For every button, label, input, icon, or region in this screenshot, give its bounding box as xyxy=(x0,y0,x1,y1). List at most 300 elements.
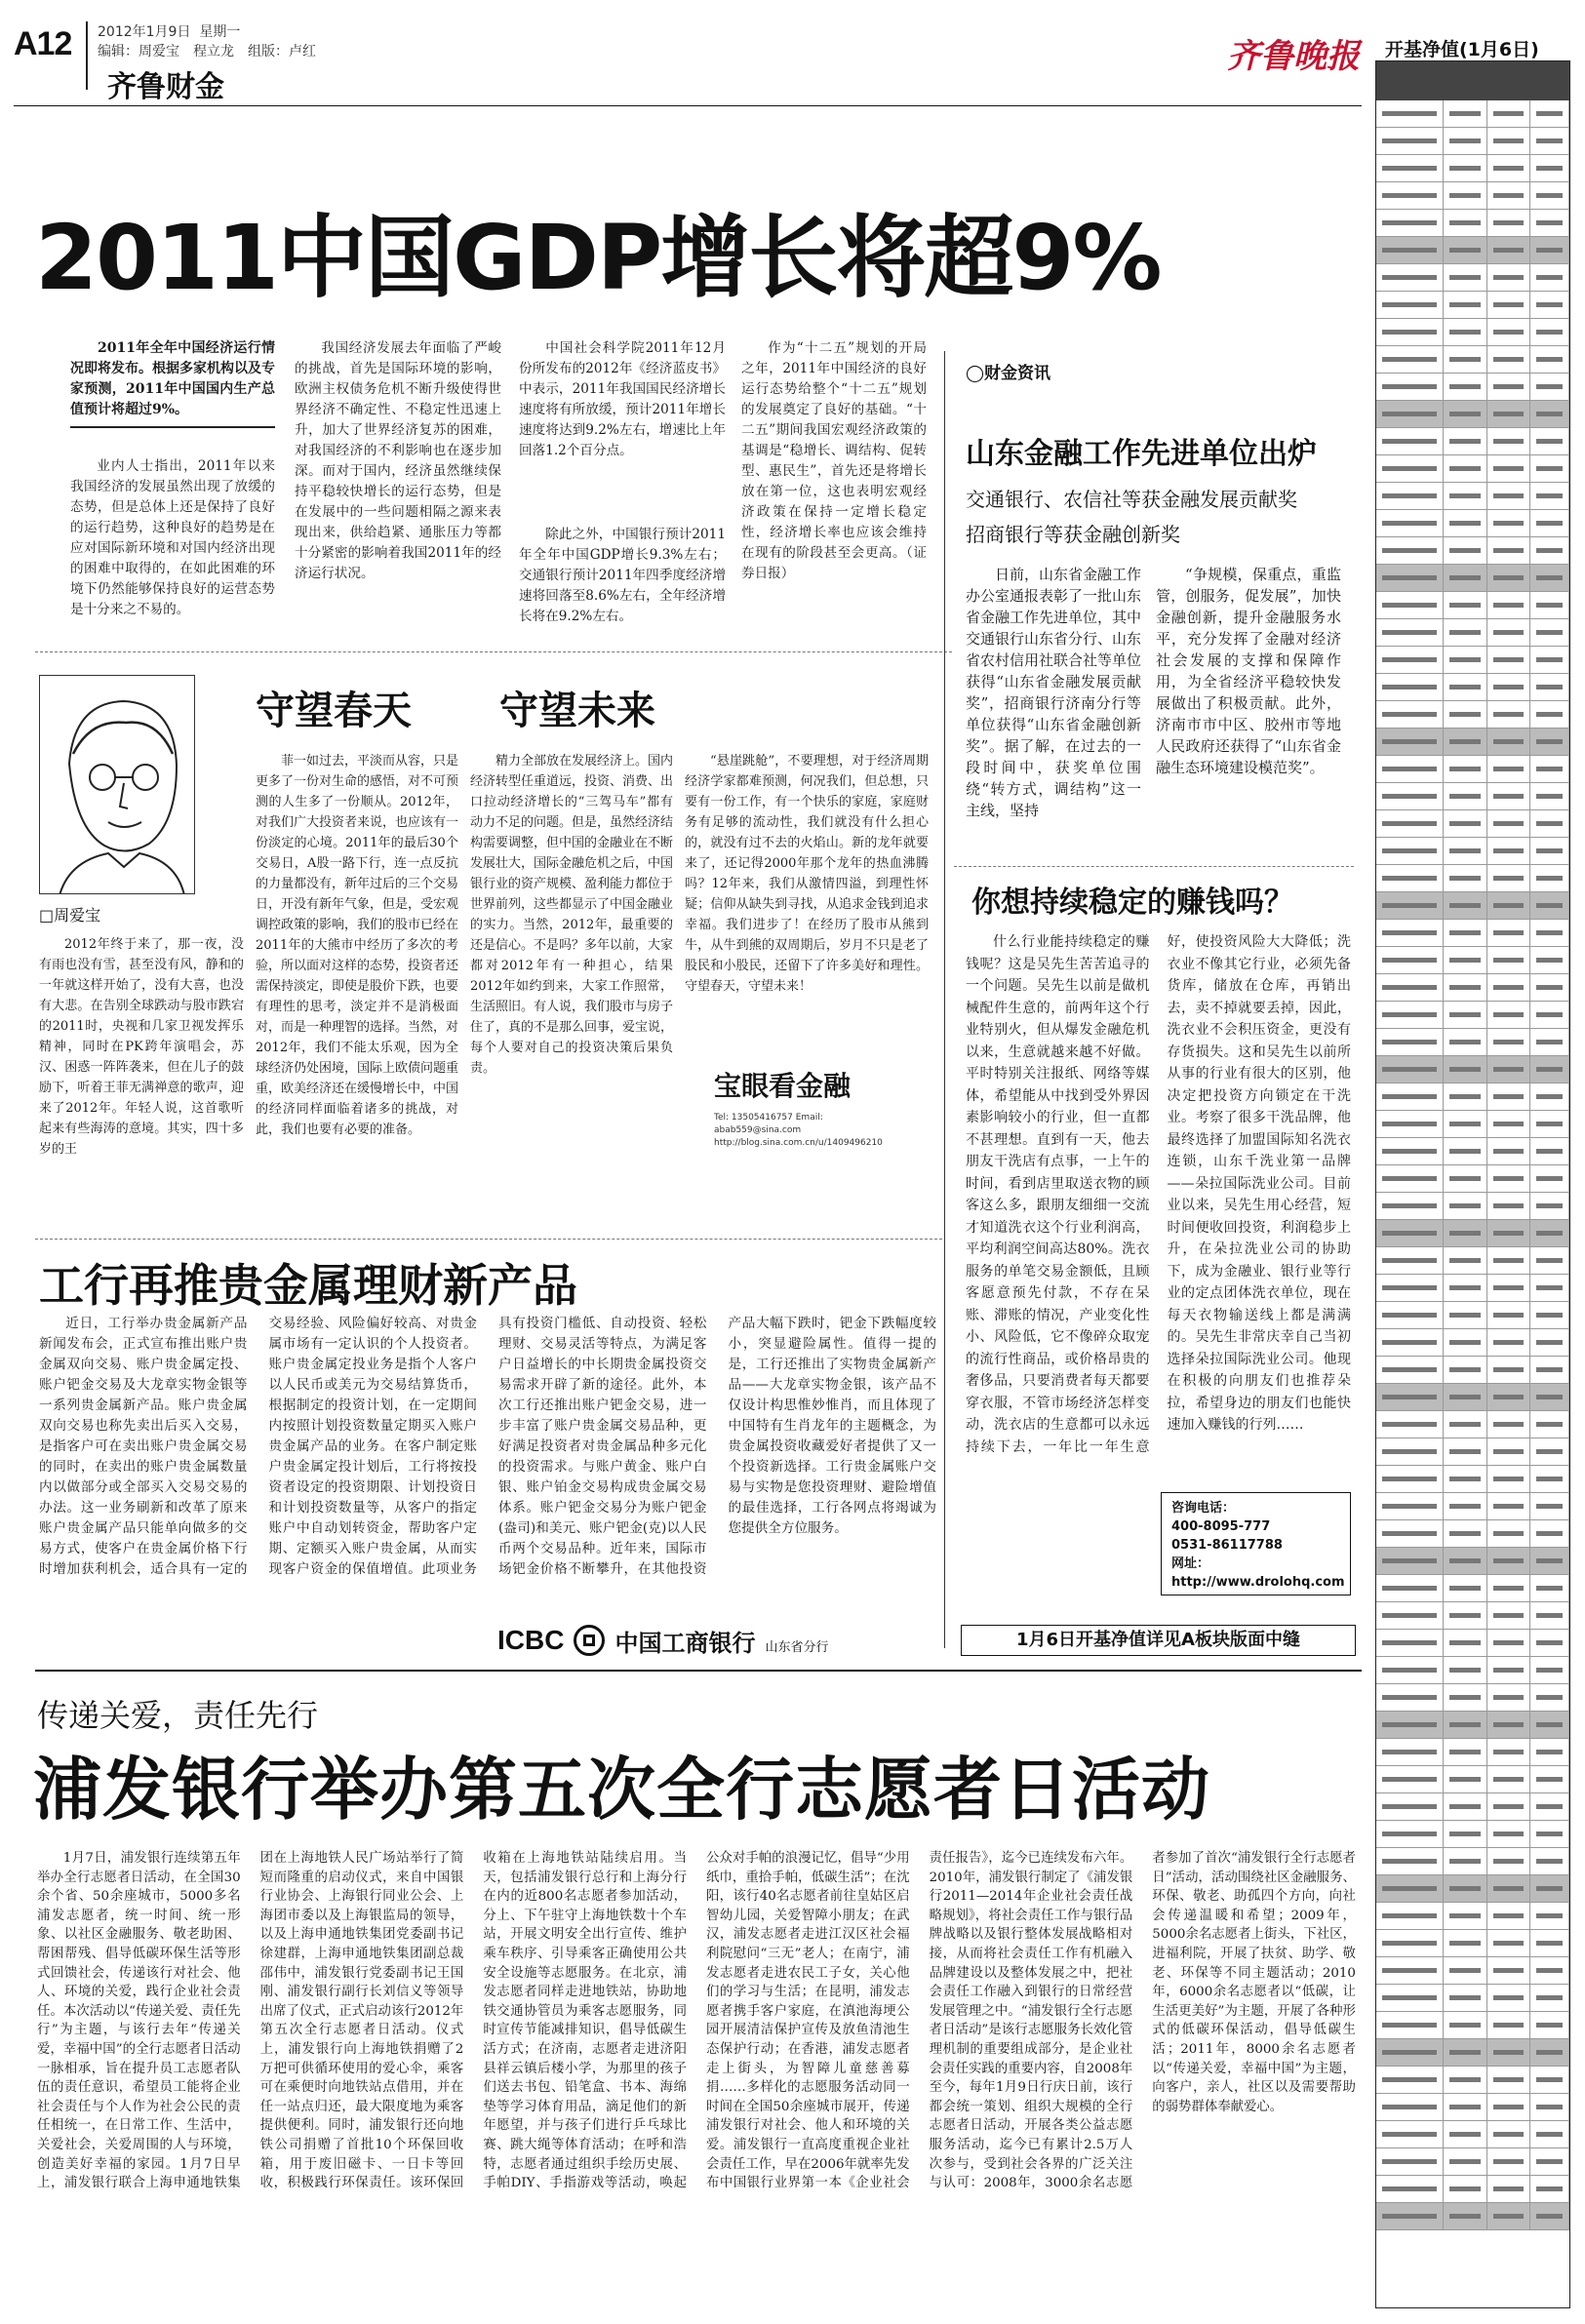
nav-table-cell xyxy=(1487,920,1531,946)
nav-table-cell xyxy=(1376,537,1444,564)
nav-table-cell xyxy=(1530,1903,1569,1929)
column-title-2: 守望未来 xyxy=(499,688,655,733)
contact-web[interactable]: http://www.drolohq.com xyxy=(1171,1575,1345,1590)
nav-table-row xyxy=(1376,1957,1569,1985)
nav-table-row xyxy=(1376,1739,1569,1766)
nav-table-row xyxy=(1376,2121,1569,2148)
nav-table-cell xyxy=(1530,319,1569,345)
nav-table-row xyxy=(1376,2148,1569,2176)
nav-table-cell xyxy=(1487,838,1531,864)
finance-news-title: 山东金融工作先进单位出炉 xyxy=(966,437,1317,471)
nav-table-cell xyxy=(1487,2203,1531,2229)
nav-table-row xyxy=(1376,1848,1569,1875)
nav-table-cell xyxy=(1530,1357,1569,1383)
column-logo-text: 宝眼看金融 xyxy=(714,1070,852,1102)
nav-table-cell xyxy=(1530,1302,1569,1328)
masthead-logo: 齐鲁晚报 xyxy=(1227,37,1360,76)
nav-table-cell xyxy=(1487,2176,1531,2202)
nav-table-cell xyxy=(1487,1657,1531,1683)
nav-table-cell xyxy=(1530,2203,1569,2229)
nav-table-cell xyxy=(1376,2121,1444,2147)
nav-table-row xyxy=(1376,237,1569,264)
nav-table-cell xyxy=(1376,182,1444,209)
nav-table-cell xyxy=(1487,810,1531,837)
nav-table-cell xyxy=(1487,2121,1531,2147)
nav-table-row xyxy=(1376,2094,1569,2121)
nav-table-row xyxy=(1376,1247,1569,1275)
nav-table-cell xyxy=(1487,401,1531,427)
nav-table-row xyxy=(1376,838,1569,865)
nav-table-cell xyxy=(1530,1875,1569,1902)
nav-table-cell xyxy=(1487,1848,1531,1874)
nav-table-row xyxy=(1376,756,1569,783)
spdb-text: 1月7日，浦发银行连续第五年举办全行志愿者日活动，在全国30余个省、50余座城市，5000多名浦发志愿者，统一时间、统一形象、以社区金融服务、敬老助困、帮困帮残、倡导低碳环保生活等形式回馈社会，传递该行对社会、他人、环境的关爱，践行企业社会责任。本次活动以“传递关爱、责任先行”为主题，与该行去年“传递关爱，幸福中国”的全行志愿者日活动一脉相承，旨在提升员工志愿者队伍的责任意识，希望员工能将企业社会责任与个人作为社会公民的责任相统一，在日常工作、生活中，关爱社会，关爱周围的人与环境，创造美好幸福的家园。1月7日早上，浦发银行联合上海申通地铁集团在上海地铁人民广场站举行了简短而隆重的启动仪式，来自中国银行业协会、上海银行同业公会、上海团市委以及上海银监局的领导，以及上海申通地铁集团党委副书记徐建群，上海申通地铁集团副总裁邵伟中，浦发银行党委副书记王国刚、浦发银行副行长刘信义等领导出席了仪式，正式启动该行2012年第五次全行志愿者日活动。仪式上，浦发银行向上海地铁捐赠了2万把可供循环使用的爱心伞，乘客可在乘便时向地铁站点借用，并在任一站点归还，最大限度地为乘客提供便利。同时，浦发银行还向地铁公司捐赠了首批10个环保回收箱，用于废旧磁卡、一日卡等回收，积极践行环保责任。该环保回收箱在上海地铁站陆续启用。当天，包括浦发银行总行和上海分行在内的近800名志愿者参加活动，分上、下午驻守上海地铁数十个车站，开展文明安全出行宣传、维护乘车秩序、引导乘客正确使用公共安全设施等志愿服务。在北京，浦发志愿者同样走进地铁站，协助地铁交通协管员为乘客志愿服务，同时宣传节能减排知识，倡导低碳生活方式；在济南，志愿者走进济阳县祥云镇后楼小学，为那里的孩子们送去书包、铅笔盒、书本、海绵垫等学习体育用品，滴足他们的新年愿望，并与孩子们进行乒乓球比赛、跳大绳等体育活动；在呼和浩特，志愿者通过组织手绘历史展、手帕DIY、手指游戏等活动，唤起公众对手帕的浪漫记忆，倡导“少用纸巾，重拾手帕，低碳生活”；在沈阳，该行40名志愿者前往皇姑区启智幼儿园，关爱智障小朋友；在武汉，浦发志愿者走进江汉区社会福利院慰问“三无”老人；在南宁，浦发志愿者走进农民工子女，关心他们的学习与生活；在昆明，浦发志愿者携手客户家庭，在滇池海埂公园开展清洁保护宣传及放鱼清池生态保护行动；在香港，浦发志愿者走上街头，为智障儿童慈善募捐……多样化的志愿服务活动同一时间在全国50余座城市展开，传递浦发银行对社会、他人和环境的关爱。浦发银行一直高度重视企业社会责任工作，早在2006年就率先发布中国银行业界第一本《企业社会责任报告》，迄今已连续发布六年。2010年，浦发银行制定了《浦发银行2011—2014年企业社会责任战略规划》，将社会责任工作与银行品牌战略以及银行整体发展战略相对接，从而将社会责任工作有机融入品牌建设以及整体发展之中，把社会责任工作融入到银行的日常经营发展管理之中。“浦发银行全行志愿者日活动”是该行志愿服务长效化管理机制的重要组成部分，是企业社会责任实践的重要内容，自2008年至今，每年1月9日行庆日前，该行都会统一策划、组织大规模的全行志愿者日活动，开展各类公益志愿服务活动，迄今已有累计2.5万人次参与，受到社会各界的广泛关注与认可：2008年，3000余名志愿者参加了首次“浦发银行全行志愿者日”活动，活动围绕社区金融服务、环保、敬老、助孤四个方向，向社会传递温暖和希望；2009年，5000余名志愿者上街头，下社区，进福利院，开展了扶贫、助学、敬老、环保等不同主题活动；2010年，6000余名志愿者以“低碳，让生活更美好”为主题，开展了各种形式的低碳环保活动，倡导低碳生活；2011年，8000余名志愿者以“传递关爱，幸福中国”为主题，向客户，亲人，社区以及需要帮助的弱势群体奉献爱心。 xyxy=(37,1851,1356,2191)
nav-table-cell xyxy=(1444,374,1487,400)
nav-table-cell xyxy=(1530,1111,1569,1137)
nav-table-cell xyxy=(1487,1575,1531,1601)
finance-news-sub2: 招商银行等获金融创新奖 xyxy=(966,523,1180,546)
nav-table-cell xyxy=(1444,1821,1487,1847)
nav-table-cell xyxy=(1444,210,1487,236)
nav-table-cell xyxy=(1376,1657,1444,1683)
nav-table-row xyxy=(1376,892,1569,920)
nav-table-cell xyxy=(1530,1193,1569,1219)
nav-table-cell xyxy=(1487,210,1531,236)
nav-table-cell xyxy=(1376,510,1444,536)
nav-table-cell xyxy=(1487,619,1531,646)
nav-table-cell xyxy=(1376,1002,1444,1028)
nav-table-row xyxy=(1376,1766,1569,1793)
gdp-paragraph-1: 业内人士指出，2011年以来我国经济的发展虽然出现了放缓的态势，但是总体上还是保持了良好的运行趋势，这种良好的趋势是在应对国际新环境和对国内经济出现的困难中取得的，在如此困难的环境下仍然能够保持良好的运营态势是十分来之不易的。 xyxy=(70,458,275,617)
nav-table-cell xyxy=(1444,1684,1487,1711)
nav-table-cell xyxy=(1530,810,1569,837)
contact-web-label: 网址： xyxy=(1171,1556,1210,1571)
nav-table-row xyxy=(1376,428,1569,455)
nav-table-row xyxy=(1376,974,1569,1002)
nav-table-cell xyxy=(1444,592,1487,618)
nav-table-row xyxy=(1376,1630,1569,1657)
nav-table-row xyxy=(1376,1220,1569,1247)
nav-table-cell xyxy=(1376,1739,1444,1765)
nav-table-row xyxy=(1376,182,1569,210)
nav-table-cell xyxy=(1487,292,1531,318)
nav-table-cell xyxy=(1487,1329,1531,1356)
nav-table-cell xyxy=(1530,592,1569,618)
contact-phone-2: 0531-86117788 xyxy=(1171,1538,1283,1553)
nav-table-cell xyxy=(1530,974,1569,1001)
nav-table-cell xyxy=(1444,1220,1487,1246)
nav-table-cell xyxy=(1530,1275,1569,1301)
nav-table-cell xyxy=(1530,1793,1569,1820)
nav-table xyxy=(1375,60,1570,2308)
nav-table-cell xyxy=(1444,1083,1487,1110)
nav-table-cell xyxy=(1376,838,1444,864)
nav-table-cell xyxy=(1530,1739,1569,1765)
nav-table-cell xyxy=(1530,2121,1569,2147)
nav-table-cell xyxy=(1487,2012,1531,2038)
nav-table-cell xyxy=(1444,2148,1487,2175)
nav-table-cell xyxy=(1376,783,1444,809)
nav-table-cell xyxy=(1530,1138,1569,1164)
nav-table-header xyxy=(1376,61,1569,100)
nav-table-row xyxy=(1376,1602,1569,1630)
icbc-text-columns xyxy=(39,1314,936,1665)
header-date-line xyxy=(98,21,240,41)
icbc-text: 近日，工行举办贵金属新产品新闻发布会，正式宣布推出账户贵金属双向交易、账户贵金属定投、账户钯金交易及大龙章实物金银等一系列贵金属新产品。账户贵金属双向交易也称先卖出后买入交易，是指客户可在卖出账户贵金属交易的同时，在卖出的账户贵金属数量内以做部分或全部买入交易交易的办法。这一业务刷新和改革了原来账户贵金属产品只能单向做多的交易方式，使客户在贵金属价格下行时增加获利机会，适合具有一定的交易经验、风险偏好较高、对贵金属市场有一定认识的个人投资者。账户贵金属定投业务是指个人客户以人民币或美元为交易结算货币，根据制定的投资计划，在一定期间内按照计划投资数量定期买入账户贵金属产品的业务。在客户制定账户贵金属定投计划后，工行将按投资者设定的投资期限、计划投资日和计划投资数量等，从客户的指定账户中自动划转资金，帮助客户定期、定额买入账户贵金属，从而实现客户资金的保值增值。此项业务具有投资门槛低、自动投资、轻松理财、交易灵活等特点，为满足客户日益增长的中长期贵金属投资交易需求开辟了新的途径。此外，本次工行还推出账户钯金交易，进一步丰富了账户贵金属交易品种，更好满足投资者对贵金属品种多元化的投资需求。与账户黄金、账户白银、账户铂金交易构成贵金属交易体系。账户钯金交易分为账户钯金(盎司)和美元、账户钯金(克)以人民币两个交易品种。近年来，国际市场钯金价格不断攀升，在其他投资产品大幅下跌时，钯金下跌幅度较小，突显避险属性。值得一提的是，工行还推出了实物贵金属新产品——大龙章实物金银，该产品不仅设计构思惟妙惟肖，而且体现了中国特有生肖龙年的主题概念，为贵金属投资收藏爱好者提供了又一个投资新选择。工行贵金属账户交易与实物是您投资理财、避险增值的最佳选择，工行各网点将竭诚为您提供全方位服务。 xyxy=(39,1316,936,1577)
nav-table-cell xyxy=(1530,510,1569,536)
icbc-logo xyxy=(497,1623,828,1658)
nav-table-cell xyxy=(1487,1739,1531,1765)
nav-table-cell xyxy=(1487,428,1531,454)
nav-table-cell xyxy=(1487,374,1531,400)
column-author: □周爱宝 xyxy=(39,906,101,925)
nav-table-cell xyxy=(1444,428,1487,454)
finance-news-sub1: 交通银行、农信社等获金融发展贡献奖 xyxy=(966,488,1297,511)
nav-table-row xyxy=(1376,483,1569,510)
nav-table-row xyxy=(1376,374,1569,401)
nav-table-cell xyxy=(1530,1411,1569,1438)
nav-table-cell xyxy=(1376,1793,1444,1820)
nav-table-cell xyxy=(1444,1602,1487,1629)
nav-table-cell xyxy=(1487,1438,1531,1465)
nav-table-cell xyxy=(1444,1630,1487,1656)
nav-table-row xyxy=(1376,1384,1569,1411)
nav-table-row xyxy=(1376,619,1569,647)
nav-table-cell xyxy=(1444,756,1487,782)
nav-table-cell xyxy=(1530,1630,1569,1656)
nav-table-cell xyxy=(1530,1575,1569,1601)
nav-table-cell xyxy=(1376,1903,1444,1929)
nav-table-cell xyxy=(1487,1384,1531,1410)
nav-table-cell xyxy=(1530,264,1569,291)
nav-table-cell xyxy=(1444,1848,1487,1874)
nav-table-cell xyxy=(1444,1111,1487,1137)
nav-table-cell xyxy=(1487,565,1531,591)
nav-table-cell xyxy=(1444,537,1487,564)
icbc-logo-en: ICBC xyxy=(497,1625,565,1655)
nav-table-row xyxy=(1376,701,1569,729)
nav-table-cell xyxy=(1376,974,1444,1001)
icbc-branch: 山东省分行 xyxy=(765,1639,829,1655)
wealth-text: 什么行业能持续稳定的赚钱呢？这是吴先生苦苦追寻的一个问题。吴先生以前是做机械配件生意的，前两年这个行业特别火，但从爆发金融危机以来，生意就越来越不好做。平时特别关注报纸、网络等媒体，希望能从中找到受外界因素影响较小的行业，但一直都不甚理想。直到有一天，他去朋友干洗店有点事，一上午的时间，看到店里取送衣物的顾客这么多，跟朋友细细一交流才知道洗衣这个行业利润高，平均利润空间高达80%。洗衣服务的单笔交易金额低，且顾客愿意预先付款，不存在呆账、滞账的情况，产业变化性小、风险低，它不像碎众取宠的流行性商品，或价格昂贵的奢侈品，只要消费者每天都要穿衣服，不管市场经济怎样变动，洗衣店的生意都可以永远持续下去，一年比一年生意好，使投资风险大大降低；洗衣业不像其它行业，必须先备货库，储放在仓库，再销出去，卖不掉就要丢掉，因此，洗衣业不会积压资金，更没有存货损失。这和吴先生以前所从事的行业有很大的区别，他决定把投资方向锁定在干洗业。考察了很多干洗品牌，他最终选择了加盟国际知名洗衣连锁，山东千洗业第一品牌——朵拉国际洗业公司。目前业以来，吴先生用心经营，短时间便收回投资，利润稳步上升，在朵拉洗业公司的协助下，成为金融业、银行业等行业的定点团体洗衣单位，现在每天衣物输送线上都是满满的。吴先生非常庆幸自己当初选择朵拉国际洗业公司。他现在积极的向朋友们也推荐朵拉，希望身边的朋友们也能快速加入赚钱的行列…… xyxy=(966,934,1351,1455)
nav-table-cell xyxy=(1487,237,1531,263)
nav-table-cell xyxy=(1444,1575,1487,1601)
nav-table-cell xyxy=(1376,2094,1444,2120)
nav-table-cell xyxy=(1376,1056,1444,1083)
nav-table-row xyxy=(1376,1466,1569,1493)
nav-table-cell xyxy=(1444,565,1487,591)
header-weekday: 星期一 xyxy=(199,24,241,40)
nav-table-cell xyxy=(1376,2148,1444,2175)
nav-table-cell xyxy=(1376,1220,1444,1246)
nav-table-cell xyxy=(1376,1193,1444,1219)
nav-table-cell xyxy=(1530,346,1569,373)
nav-table-cell xyxy=(1487,1766,1531,1792)
nav-table-cell xyxy=(1487,1712,1531,1738)
nav-table-row xyxy=(1376,1329,1569,1357)
nav-table-cell xyxy=(1487,2067,1531,2093)
nav-table-cell xyxy=(1376,155,1444,181)
nav-table-cell xyxy=(1444,155,1487,181)
nav-table-cell xyxy=(1487,346,1531,373)
nav-table-row xyxy=(1376,674,1569,701)
nav-table-cell xyxy=(1487,756,1531,782)
finance-news-tag-text: 财金资讯 xyxy=(984,364,1051,383)
nav-table-cell xyxy=(1530,838,1569,864)
nav-table-cell xyxy=(1444,2012,1487,2038)
nav-table-cell xyxy=(1487,701,1531,728)
nav-table-cell xyxy=(1376,210,1444,236)
nav-table-cell xyxy=(1487,1029,1531,1055)
nav-table-cell xyxy=(1444,264,1487,291)
nav-table-cell xyxy=(1487,783,1531,809)
nav-table-cell xyxy=(1530,947,1569,973)
nav-table-cell xyxy=(1530,537,1569,564)
gdp-paragraph-2: 我国经济发展去年面临了严峻的挑战，首先是国际环境的影响，欧洲主权债务危机不断升级使得世界经济不确定性、不稳定性迅速上升，加大了世界经济复苏的困难，对我国经济的不利影响也在逐步加深。而对于国内，经济虽然继续保持平稳较快增长的运行态势，但是在发展中的一些问题相隔之源来表现出来，供给趋紧、通胀压力等都十分紧密的影响着我国2011年的经济运行状况。 xyxy=(295,340,501,581)
nav-table-cell xyxy=(1530,1930,1569,1956)
nav-table-cell xyxy=(1530,1384,1569,1410)
nav-table-cell xyxy=(1487,1957,1531,1984)
nav-table-row xyxy=(1376,592,1569,619)
nav-table-cell xyxy=(1444,1657,1487,1683)
nav-table-row xyxy=(1376,1875,1569,1903)
nav-table-cell xyxy=(1530,2148,1569,2175)
nav-table-cell xyxy=(1444,1548,1487,1574)
nav-table-cell xyxy=(1376,1411,1444,1438)
nav-table-cell xyxy=(1530,483,1569,509)
icbc-emblem-icon xyxy=(574,1625,605,1656)
nav-table-row xyxy=(1376,810,1569,838)
nav-table-cell xyxy=(1444,2176,1487,2202)
nav-table-cell xyxy=(1487,865,1531,891)
header-date: 2012年1月9日 xyxy=(98,24,191,40)
column-text-1: 2012年终于来了，那一夜，没有雨也没有雪，甚至没有风，静和的一年就这样开始了，没有大喜，也没有大悲。在告别全球跌动与股市跌宕的2011时，央视和几家卫视发挥乐精神，同时在PK跨年演唱会，苏汉、困惑一阵阵袭来，但在儿子的鼓励下，听着王菲无满禅意的歌声，迎来了2012年。年轻人说，这首歌听起来有些海涛的意境。其实，四十多岁的王 xyxy=(39,937,244,1157)
nav-table-cell xyxy=(1376,1357,1444,1383)
nav-table-cell xyxy=(1487,1002,1531,1028)
nav-table-cell xyxy=(1530,701,1569,728)
nav-table-cell xyxy=(1444,974,1487,1001)
nav-table-cell xyxy=(1444,237,1487,263)
nav-table-row xyxy=(1376,100,1569,128)
nav-table-cell xyxy=(1376,1029,1444,1055)
nav-table-cell xyxy=(1487,592,1531,618)
nav-table-cell xyxy=(1444,1466,1487,1492)
nav-table-cell xyxy=(1376,2067,1444,2093)
nav-table-cell xyxy=(1444,2094,1487,2120)
nav-table-row xyxy=(1376,128,1569,155)
nav-table-row xyxy=(1376,1903,1569,1930)
nav-table-cell xyxy=(1444,1357,1487,1383)
column-logo xyxy=(714,1065,909,1104)
nav-table-cell xyxy=(1444,1766,1487,1792)
nav-table-cell xyxy=(1530,237,1569,263)
nav-table-cell xyxy=(1376,2039,1444,2066)
nav-table-row xyxy=(1376,947,1569,974)
nav-table-cell xyxy=(1487,1930,1531,1956)
nav-table-cell xyxy=(1487,1985,1531,2011)
nav-table-cell xyxy=(1487,1630,1531,1656)
nav-table-cell xyxy=(1376,1821,1444,1847)
nav-table-cell xyxy=(1530,1466,1569,1492)
nav-table-cell xyxy=(1444,729,1487,755)
nav-table-row xyxy=(1376,565,1569,592)
nav-table-row xyxy=(1376,2039,1569,2067)
gdp-headline: 2011中国GDP增长将超9% xyxy=(35,206,1161,310)
spdb-text-columns xyxy=(37,1849,1356,2317)
nav-table-cell xyxy=(1487,1193,1531,1219)
nav-table-cell xyxy=(1530,1520,1569,1547)
nav-table-row xyxy=(1376,1002,1569,1029)
nav-table-cell xyxy=(1376,2012,1444,2038)
nav-table-cell xyxy=(1487,1602,1531,1629)
nav-table-cell xyxy=(1376,565,1444,591)
nav-table-cell xyxy=(1530,920,1569,946)
nav-table-cell xyxy=(1487,319,1531,345)
nav-table-cell xyxy=(1530,1165,1569,1192)
header-editors: 编辑：周爱宝 程立龙 组版：卢红 xyxy=(98,44,316,59)
nav-table-cell xyxy=(1530,1029,1569,1055)
nav-table-cell xyxy=(1376,756,1444,782)
nav-table-cell xyxy=(1487,128,1531,154)
icbc-logo-cn: 中国工商银行 xyxy=(614,1629,756,1657)
nav-table-cell xyxy=(1376,401,1444,427)
nav-table-cell xyxy=(1487,974,1531,1001)
nav-table-cell xyxy=(1530,674,1569,700)
nav-table-cell xyxy=(1487,1083,1531,1110)
nav-table-cell xyxy=(1444,1275,1487,1301)
nav-table-cell xyxy=(1444,865,1487,891)
nav-table-cell xyxy=(1444,319,1487,345)
nav-table-cell xyxy=(1487,264,1531,291)
nav-table-cell xyxy=(1487,1793,1531,1820)
nav-table-cell xyxy=(1444,2067,1487,2093)
nav-table-row xyxy=(1376,865,1569,892)
nav-table-row xyxy=(1376,647,1569,674)
nav-table-cell xyxy=(1530,1657,1569,1683)
nav-table-row xyxy=(1376,1111,1569,1138)
nav-table-cell xyxy=(1444,838,1487,864)
nav-table-cell xyxy=(1376,292,1444,318)
nav-table-row xyxy=(1376,1793,1569,1821)
finance-news-right-text: “争规模，保重点，重监管，创服务，促发展”，加快金融创新，提升金融服务水平，充分发挥了金融对经济社会发展的支撑和保障作用，为全省经济平稳较快发展做出了积极贡献。此外，济南市市中区、胶州市等地人民政府还获得了“山东省金融生态环境建设模范奖”。 xyxy=(1156,566,1341,776)
nav-table-cell xyxy=(1444,1793,1487,1820)
nav-table-row xyxy=(1376,1930,1569,1957)
nav-table-cell xyxy=(1444,1903,1487,1929)
gdp-paragraph-5: 作为“十二五”规划的开局之年，2011年中国经济的良好运行态势给整个“十二五”规划的发展奠定了良好的基础。“十二五”期间我国宏观经济政策的基调是“稳增长、调结构、促转型、惠民生”，首先还是将增长放在第一位，这也表明宏观经济政策在保持一定增长稳定性，经济增长率也应该会维持在现有的阶段甚至会更高。（证券日报） xyxy=(741,340,927,581)
nav-table-cell xyxy=(1487,1275,1531,1301)
nav-table-cell xyxy=(1376,100,1444,127)
nav-table-row xyxy=(1376,1985,1569,2012)
nav-table-cell xyxy=(1444,1302,1487,1328)
nav-table-cell xyxy=(1530,1002,1569,1028)
nav-table-cell xyxy=(1530,2094,1569,2120)
nav-table-cell xyxy=(1444,182,1487,209)
nav-table-cell xyxy=(1376,920,1444,946)
nav-table-cell xyxy=(1376,1848,1444,1874)
nav-table-row xyxy=(1376,2176,1569,2203)
nav-table-cell xyxy=(1376,1630,1444,1656)
icbc-headline: 工行再推贵金属理财新产品 xyxy=(39,1259,577,1312)
nav-table-cell xyxy=(1376,2176,1444,2202)
nav-table-cell xyxy=(1376,1247,1444,1274)
nav-table-cell xyxy=(1444,128,1487,154)
nav-table-cell xyxy=(1530,1548,1569,1574)
nav-table-cell xyxy=(1487,1302,1531,1328)
nav-table-cell xyxy=(1376,483,1444,509)
nav-table-cell xyxy=(1376,892,1444,919)
nav-table-cell xyxy=(1444,892,1487,919)
nav-table-cell xyxy=(1487,1493,1531,1519)
nav-table-cell xyxy=(1530,1957,1569,1984)
nav-table-cell xyxy=(1444,1002,1487,1028)
nav-table-row xyxy=(1376,1029,1569,1056)
nav-table-cell xyxy=(1376,455,1444,482)
nav-table-cell xyxy=(1444,1329,1487,1356)
nav-table-cell xyxy=(1444,1138,1487,1164)
nav-table-cell xyxy=(1530,865,1569,891)
nav-table-cell xyxy=(1530,1602,1569,1629)
nav-table-cell xyxy=(1530,1684,1569,1711)
nav-table-cell xyxy=(1530,1329,1569,1356)
nav-table-cell xyxy=(1376,1602,1444,1629)
nav-table-cell xyxy=(1530,1848,1569,1874)
nav-table-cell xyxy=(1530,2039,1569,2066)
nav-table-cell xyxy=(1444,1957,1487,1984)
gdp-paragraph-3: 中国社会科学院2011年12月份所发布的2012年《经济蓝皮书》中表示，2011年我国国民经济增长速度将有所放缓，预计2011年增长速度将达到9.2%左右，增速比上年回落1.2个百分点。 xyxy=(519,340,726,458)
nav-table-cell xyxy=(1487,537,1531,564)
nav-table-cell xyxy=(1444,1712,1487,1738)
nav-table-cell xyxy=(1487,674,1531,700)
nav-table-cell xyxy=(1530,210,1569,236)
nav-table-cell xyxy=(1444,1493,1487,1519)
nav-table-cell xyxy=(1376,264,1444,291)
nav-table-cell xyxy=(1487,1247,1531,1274)
nav-table-cell xyxy=(1530,647,1569,673)
nav-table-cell xyxy=(1376,647,1444,673)
gdp-paragraph-4: 除此之外，中国银行预计2011年全年中国GDP增长9.3%左右；交通银行预计2011年四季度经济增速将回落至8.6%左右，全年经济增长将在9.2%左右。 xyxy=(519,527,726,624)
wealth-contact-box xyxy=(1161,1492,1351,1595)
column-text-3: 精力全部放在发展经济上。国内经济转型任重道远，投资、消费、出口拉动经济增长的“三驾马车”都有动力不足的问题。但是，虽然经济结构需要调整，但中国的金融业在不断发展壮大，国际金融危机之后，中国银行业的资产规模、盈利能力都位于世界前列，这些都显示了中国金融业的实力。当然，2012年，最重要的还是信心。不是吗？多年以前，大家都对2012年有一种担心，结果2012年如约到来，大家工作照常，生活照旧。有人说，我们股市与房子住了，真的不是那么回事，爱宝说，每个人要对自己的投资决策后果负责。 xyxy=(470,754,673,1076)
nav-table-cell xyxy=(1376,1329,1444,1356)
nav-table-cell xyxy=(1376,1165,1444,1192)
nav-table-cell xyxy=(1444,1165,1487,1192)
wealth-headline: 你想持续稳定的赚钱吗？ xyxy=(971,886,1293,920)
nav-table-cell xyxy=(1487,1357,1531,1383)
nav-table-row xyxy=(1376,292,1569,319)
nav-table-cell xyxy=(1376,1520,1444,1547)
finance-news-left-text: 日前，山东省金融工作办公室通报表彰了一批山东省金融工作先进单位，其中交通银行山东省分行、山东省农村信用社联合社等单位获得“山东省金融发展贡献奖”，招商银行济南分行等单位获得“山东省金融创新奖”。据了解，在过去的一段时间中，获奖单位围绕“转方式，调结构”这一主线，坚持 xyxy=(966,566,1142,819)
nav-table-cell xyxy=(1444,1875,1487,1902)
nav-table-cell xyxy=(1444,1411,1487,1438)
nav-table-cell xyxy=(1487,1056,1531,1083)
nav-notice: 1月6日开基净值详见A板块版面中缝 xyxy=(961,1625,1356,1656)
nav-table-cell xyxy=(1487,729,1531,755)
nav-table-cell xyxy=(1376,1684,1444,1711)
nav-table-cell xyxy=(1376,1712,1444,1738)
nav-table-rows xyxy=(1376,100,1569,2230)
nav-table-row xyxy=(1376,455,1569,483)
nav-table-cell xyxy=(1487,1903,1531,1929)
nav-table-row xyxy=(1376,2012,1569,2039)
nav-table-cell xyxy=(1530,1985,1569,2011)
spdb-subtitle: 传递关爱，责任先行 xyxy=(37,1697,319,1734)
nav-table-cell xyxy=(1376,1275,1444,1301)
nav-table-cell xyxy=(1376,1384,1444,1410)
nav-table-cell xyxy=(1376,1985,1444,2011)
nav-table-cell xyxy=(1530,1247,1569,1274)
nav-table-cell xyxy=(1376,947,1444,973)
columnist-portrait xyxy=(39,675,195,894)
